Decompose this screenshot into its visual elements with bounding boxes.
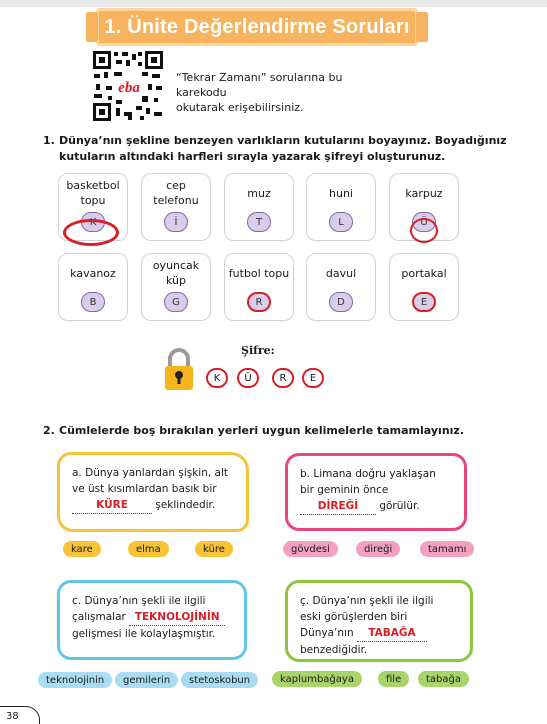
card-kavanoz[interactable]: kavanoz B [58,253,128,321]
top-strip [0,0,547,7]
card-muz[interactable]: muz T [224,173,294,241]
card-letter: R [247,292,271,312]
question-number: 1. [43,134,55,147]
card-portakal[interactable]: portakal E [389,253,459,321]
card-letter: K [81,212,105,232]
answer-field[interactable]: TABAĞA [357,625,427,642]
card-letter: L [329,212,353,232]
title-banner [96,8,418,46]
answer-circle-mark [410,218,438,243]
sentence-box-a: a. Dünya yanlardan şişkin, alt ve üst kısımlardan basık bir KÜRE şeklindedir. [57,452,249,532]
card-karpuz[interactable]: karpuz Ü [389,173,459,241]
answer-field[interactable]: KÜRE [72,497,152,514]
card-oyuncak-kup[interactable]: oyuncak küp G [141,253,211,321]
answer-field[interactable]: DİREĞİ [300,498,376,515]
lock-icon [163,347,195,391]
sentence-box-c: c. Dünya’nın şekli ile ilgili çalışmalar TEKNOLOJİNİN gelişmesi ile kolaylaşmıştır. [57,580,247,660]
card-basketbol-topu[interactable]: basketbol topu K [58,173,128,241]
sentence-box-b: b. Limana doğru yaklaşan bir geminin önce DİREĞİ görülür. [285,453,467,531]
card-letter: G [164,292,188,312]
card-letter: B [81,292,105,312]
option-pill[interactable]: gemilerin [115,672,178,688]
card-letter: D [329,292,353,312]
card-futbol-topu[interactable]: futbol topu R [224,253,294,321]
page-number: 38 [0,706,40,724]
option-pill[interactable]: teknolojinin [38,672,112,688]
sentence-box-d: ç. Dünya’nın şekli ile ilgili eski görüşlerden biri Dünya’nın TABAĞA benzediğidir. [285,580,473,662]
option-pill[interactable]: direği [356,541,400,557]
option-pill[interactable]: gövdesi [283,541,338,557]
password-label: Şifre: [241,344,275,357]
card-letter: Ü [412,212,436,232]
password-letter[interactable]: E [302,368,324,388]
option-pill[interactable]: küre [195,541,233,557]
password-letter[interactable]: R [272,368,294,388]
card-letter: T [247,212,271,232]
card-letter: E [412,292,436,312]
question-1-prompt: 1. Dünya’nın şekline benzeyen varlıkların kutularını boyayınız. Boyadığınız kutuların altındaki harfleri sırayla yazarak şifreyi oluşturunuz. [43,134,507,163]
option-pill[interactable]: tabağa [418,671,469,687]
option-pill[interactable]: tamamı [420,541,474,557]
password-letter[interactable]: K [206,368,228,388]
password-letter[interactable]: Ü [237,368,259,388]
qr-instructions: “Tekrar Zamanı” sorularına bu karekodu okutarak erişebilirsiniz. [176,71,343,114]
answer-field[interactable]: TEKNOLOJİNİN [129,609,225,626]
option-pill[interactable]: stetoskobun [181,672,258,688]
card-cep-telefonu[interactable]: cep telefonu İ [141,173,211,241]
card-davul[interactable]: davul D [306,253,376,321]
option-pill[interactable]: file [378,671,409,687]
option-pill[interactable]: elma [128,541,169,557]
eba-logo: eba [118,80,140,96]
option-pill[interactable]: kaplumbağaya [272,671,362,687]
page-title: 1. Ünite Değerlendirme Soruları [104,15,410,38]
card-huni[interactable]: huni L [306,173,376,241]
answer-circle-mark [63,219,119,246]
qr-code[interactable] [92,50,164,122]
option-pill[interactable]: kare [63,541,101,557]
question-2-prompt: 2. Cümlelerde boş bırakılan yerleri uygun kelimelerle tamamlayınız. [43,424,465,437]
card-letter: İ [164,212,188,232]
